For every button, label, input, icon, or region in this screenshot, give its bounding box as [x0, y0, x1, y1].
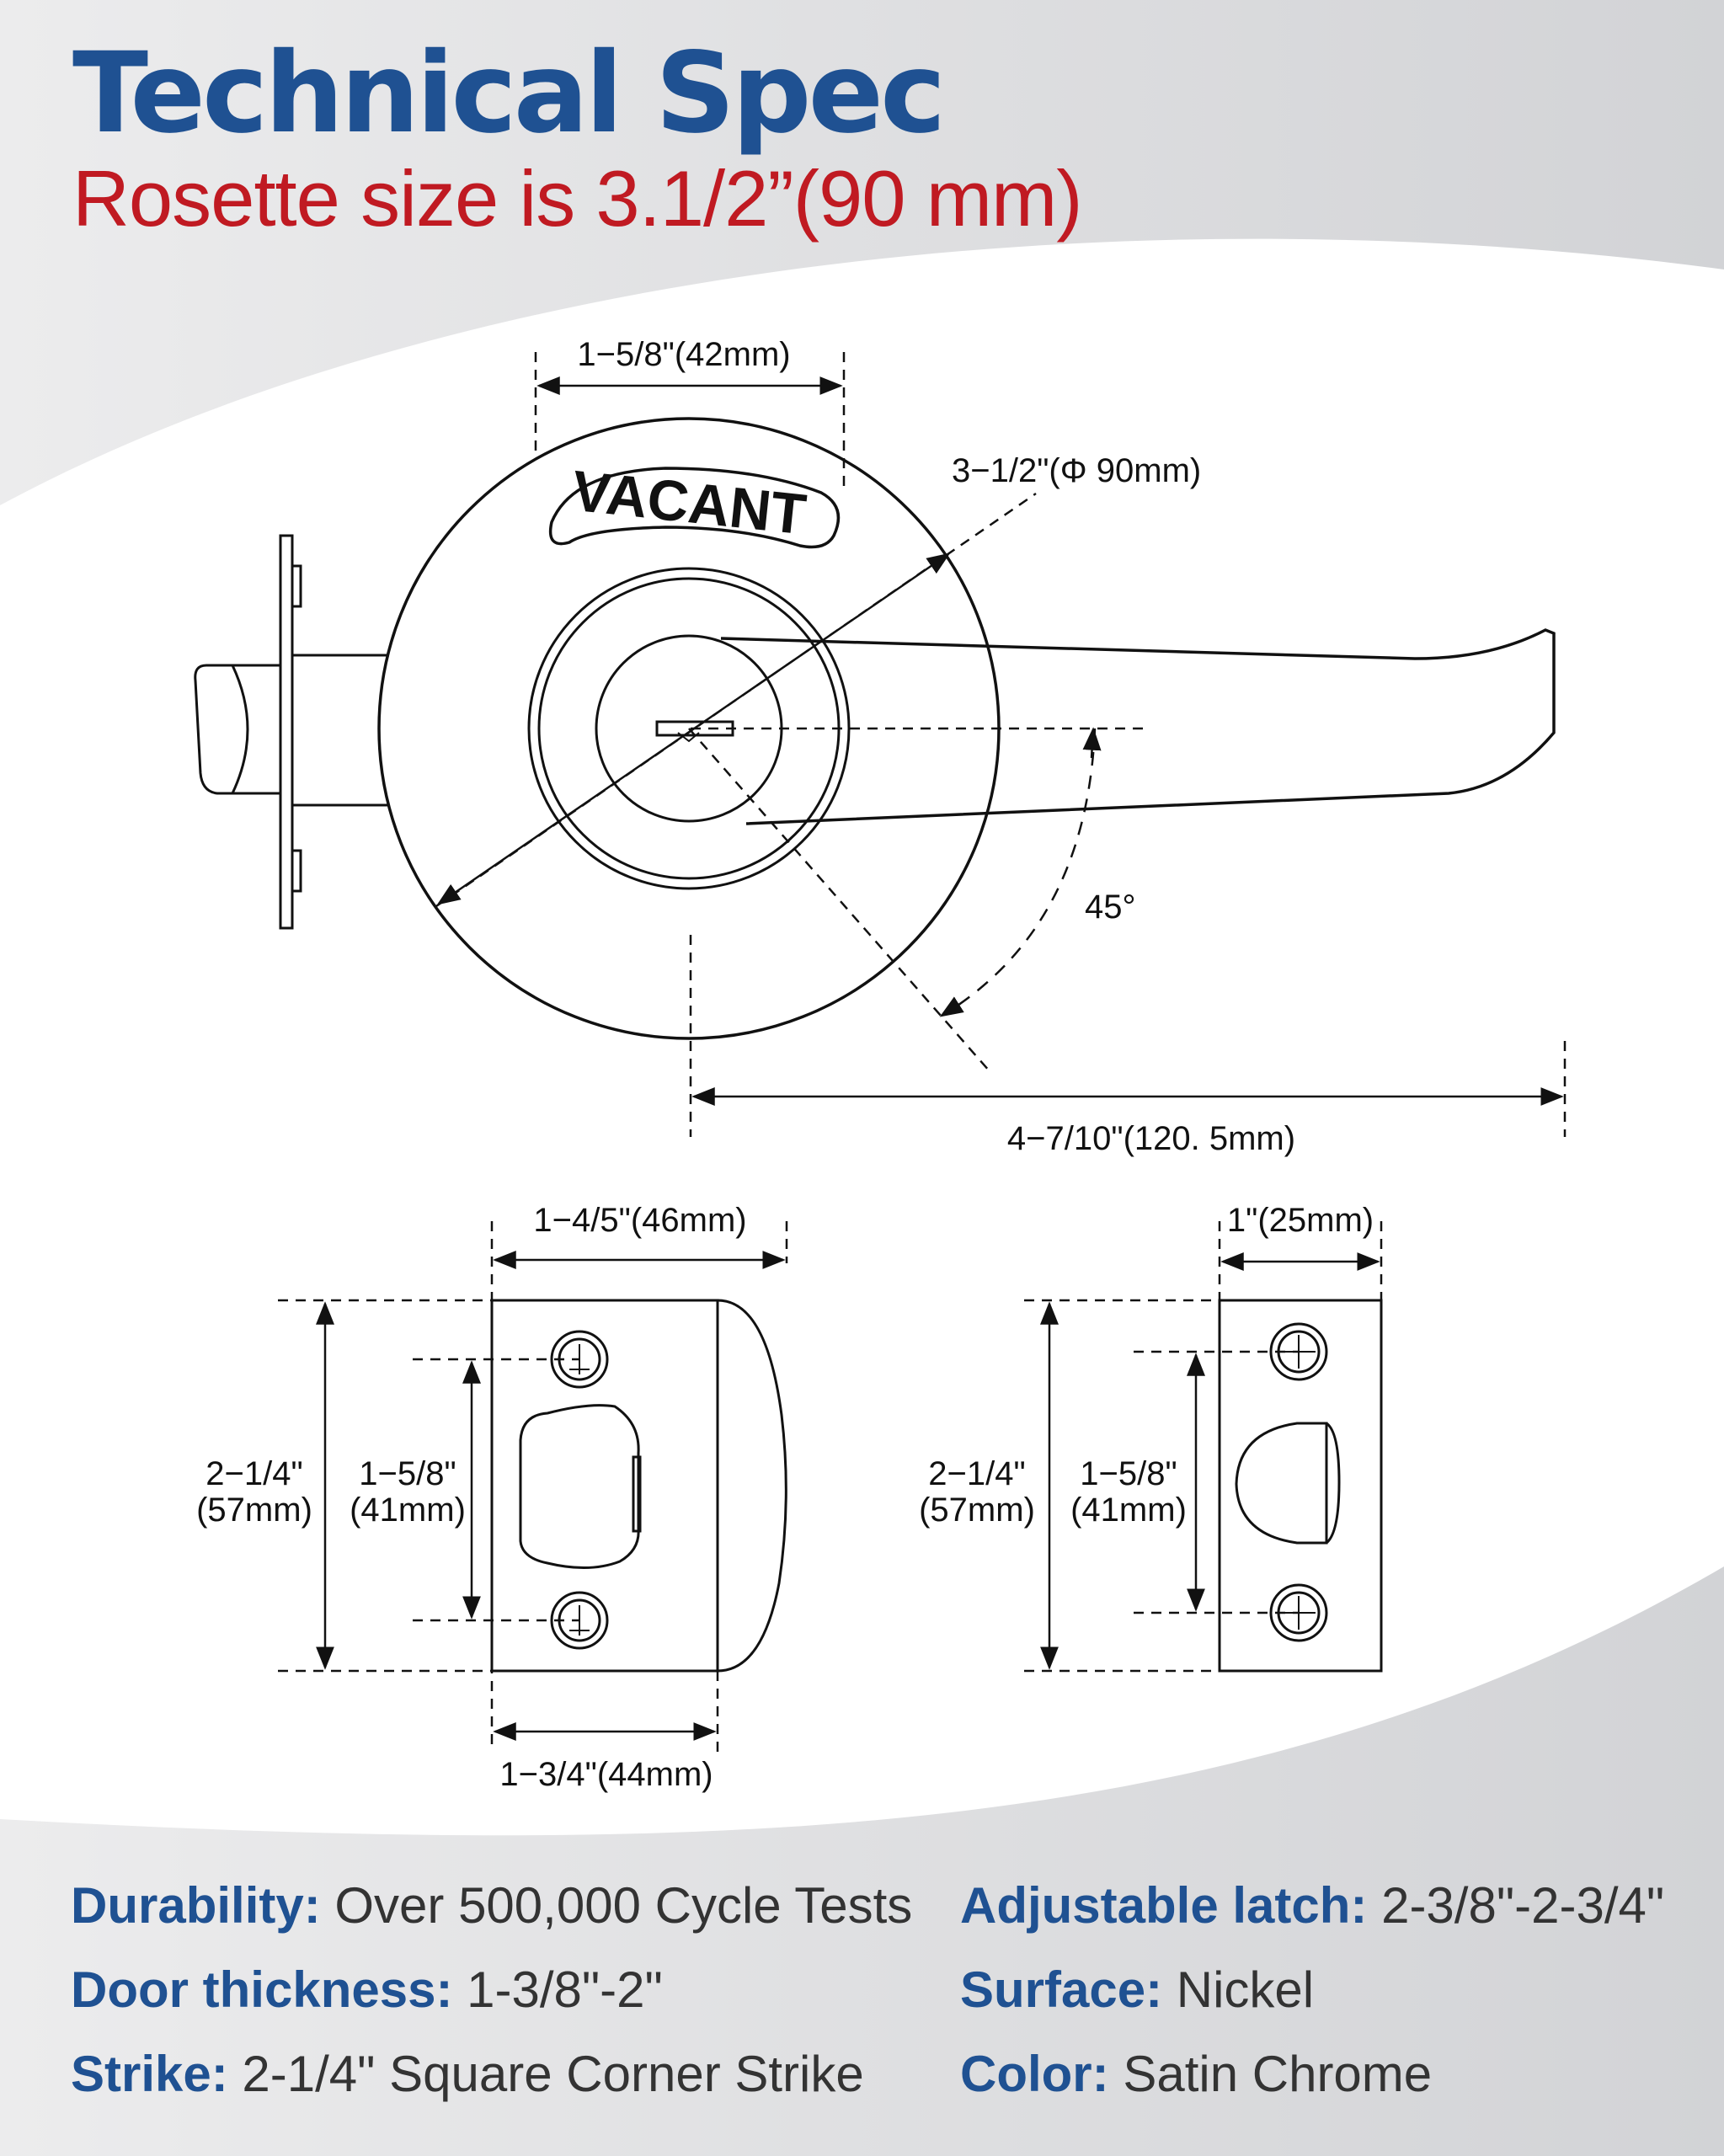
- strike-opening: [1236, 1423, 1326, 1543]
- latch-dim-height-label-1: 2−1/4": [205, 1455, 303, 1492]
- dim-spindle-label: 1−5/8"(42mm): [577, 336, 791, 373]
- spec-durability: [71, 1876, 912, 1935]
- angle-arrow-bottom: [942, 1004, 960, 1016]
- latch-bolt-opening: [520, 1406, 638, 1568]
- strike-dim-screws-label-1: 1−5/8": [1080, 1455, 1177, 1492]
- dim-lever-label: 4−7/10"(120. 5mm): [1006, 1120, 1296, 1157]
- spec-door-thickness: [71, 1961, 663, 2019]
- angle-label: 45°: [1085, 889, 1136, 926]
- strike-dim-screws-label-2: (41mm): [1070, 1492, 1187, 1529]
- latch-dim-bottom-label: 1−3/4"(44mm): [499, 1756, 713, 1793]
- spec-value: Over 500,000 Cycle Tests: [334, 1877, 913, 1934]
- strike-dim-height-label-2: (57mm): [919, 1492, 1035, 1529]
- spec-surface: [960, 1961, 1314, 2019]
- strike-plate: [1220, 1300, 1381, 1671]
- latch-dim-top-label: 1−4/5"(46mm): [533, 1202, 747, 1239]
- latch-bolt-curve: [718, 1300, 786, 1671]
- dim-rosette-label: 3−1/2"(Φ 90mm): [952, 452, 1202, 489]
- latch-dim-screws-label-2: (41mm): [350, 1492, 466, 1529]
- spec-color: [960, 2045, 1432, 2103]
- spec-label: Strike:: [71, 2046, 228, 2102]
- spec-label: Color:: [960, 2046, 1109, 2102]
- spec-label: Durability:: [71, 1877, 321, 1934]
- spec-adjustable-latch: [960, 1876, 1664, 1935]
- page-title: Technical Spec: [72, 29, 943, 158]
- latch-backplate: [280, 536, 292, 928]
- vacant-badge-text: VACANT: [568, 458, 809, 547]
- strike-dim-height-label-1: 2−1/4": [928, 1455, 1026, 1492]
- lever-handle: [721, 630, 1554, 824]
- strike-dim-top-label: 1"(25mm): [1226, 1202, 1374, 1239]
- spec-value: Nickel: [1176, 1961, 1315, 2018]
- spec-value: 2-3/8"-2-3/4": [1381, 1877, 1665, 1934]
- latch-tube: [292, 655, 389, 805]
- spec-label: Surface:: [960, 1961, 1163, 2018]
- spec-strike: [71, 2045, 864, 2103]
- latch-screw-tab-bottom: [292, 851, 301, 891]
- spec-value: 1-3/8"-2": [467, 1961, 663, 2018]
- spec-label: Door thickness:: [71, 1961, 453, 2018]
- page-subtitle: Rosette size is 3.1/2”(90 mm): [72, 154, 1082, 243]
- spec-value: 2-1/4" Square Corner Strike: [242, 2046, 864, 2102]
- spec-value: Satin Chrome: [1123, 2046, 1433, 2102]
- latch-screw-tab-top: [292, 566, 301, 606]
- latch-bolt: [195, 665, 280, 793]
- latch-dim-height-label-2: (57mm): [196, 1492, 312, 1529]
- latch-dim-screws-label-1: 1−5/8": [359, 1455, 456, 1492]
- spec-label: Adjustable latch:: [960, 1877, 1368, 1934]
- latch-faceplate: [492, 1300, 718, 1671]
